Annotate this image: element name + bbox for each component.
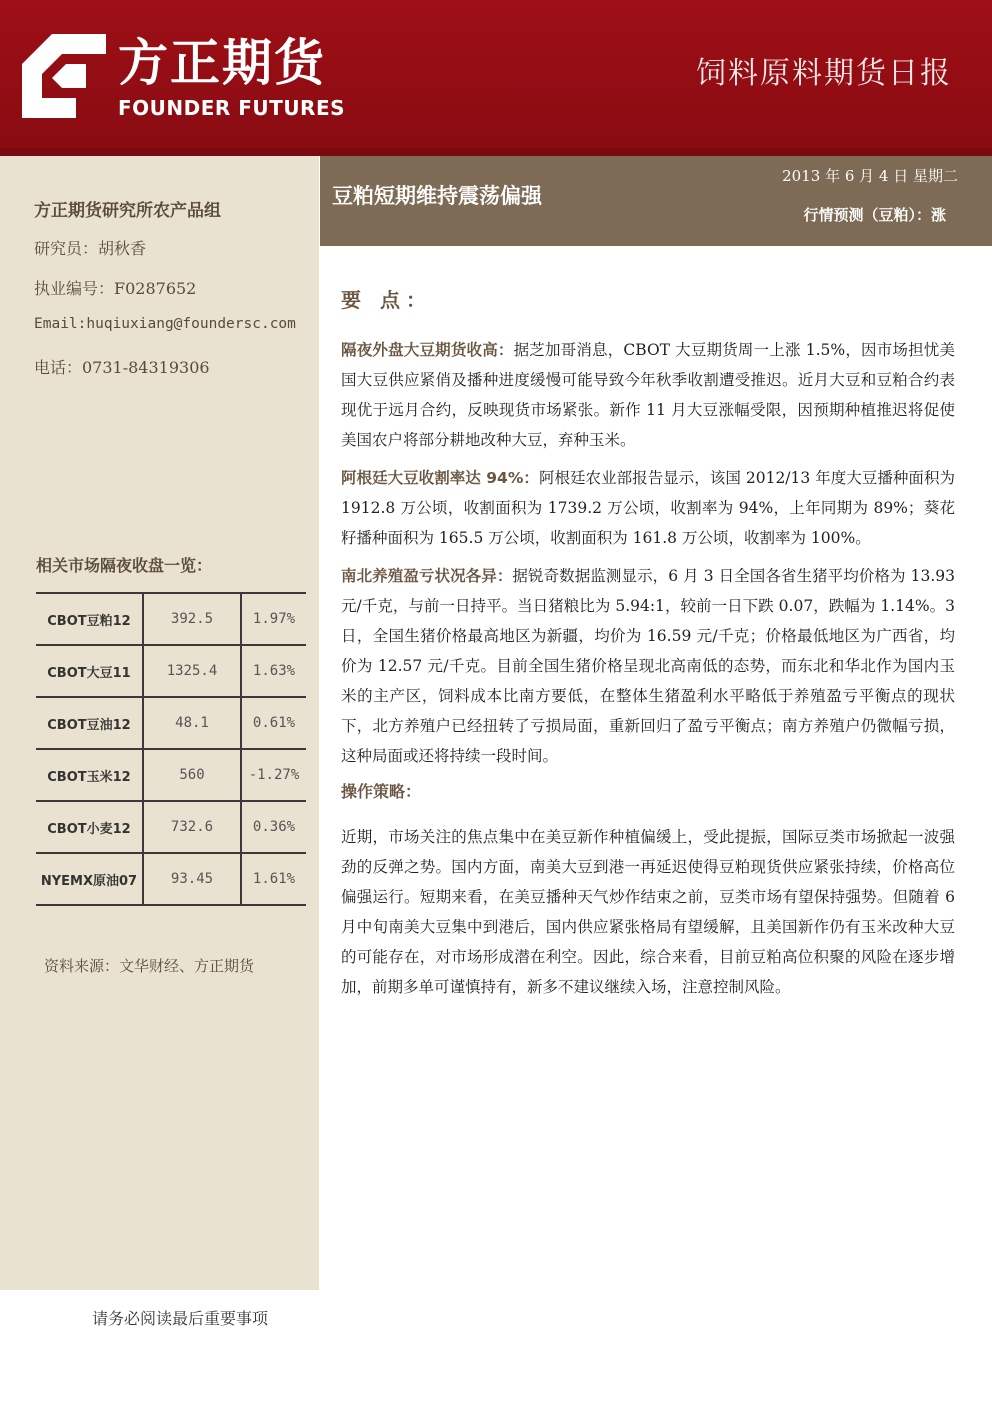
market-change: -1.27%: [241, 749, 306, 801]
brand-name-cn: 方正期货: [118, 34, 326, 92]
research-group: 方正期货研究所农产品组: [34, 201, 221, 221]
market-close: 48.1: [143, 697, 241, 749]
table-row: [36, 645, 306, 697]
markets-title: 相关市场隔夜收盘一览：: [36, 556, 213, 575]
market-name: NYEMX原油07: [36, 853, 143, 905]
strategy-title: 操作策略：: [341, 782, 422, 801]
paragraph-hog-farming: [341, 561, 955, 771]
paragraph-overnight-soybean: [341, 335, 955, 455]
headline: 豆粕短期维持震荡偏强: [332, 184, 542, 208]
paragraph-lead: 南北养殖盈亏状况各异：: [341, 567, 513, 585]
market-name: CBOT大豆11: [36, 645, 143, 697]
market-change: 1.97%: [241, 593, 306, 645]
market-name: CBOT玉米12: [36, 749, 143, 801]
market-close: 560: [143, 749, 241, 801]
paragraph-strategy: 近期，市场关注的焦点集中在美豆新作种植偏缓上，受此提振，国际豆类市场掀起一波强劲的反弹之势。国内方面，南美大豆到港一再延迟使得豆粕现货供应紧张持续，价格高位偏强运行。短期来看，在美豆播种天气炒作结束之前，豆类市场有望保持强势。但随着 6 月中旬南美大豆集中到港后，国内供应紧张格局有望缓解，且美国新作仍有玉米改种大豆的可能存在，对市场形成潜在利空。因此，综合来看，目前豆粕高位积聚的风险在逐步增加，前期多单可谨慎持有，新多不建议继续入场，注意控制风险。: [341, 828, 955, 996]
disclaimer-note: 请务必阅读最后重要事项: [92, 1309, 269, 1328]
forecast: 行情预测（豆粕）：涨: [803, 206, 946, 224]
license-number: 执业编号：F0287652: [34, 279, 197, 298]
key-points-title: 要 点：: [341, 288, 432, 312]
paragraph-lead: 阿根廷大豆收割率达 94%：: [341, 469, 539, 487]
main-content: [341, 284, 955, 1010]
markets-table: [36, 592, 306, 906]
table-row: [36, 853, 306, 905]
table-row: [36, 749, 306, 801]
market-change: 0.36%: [241, 801, 306, 853]
data-source: 资料来源：文华财经、方正期货: [44, 957, 255, 975]
market-change: 1.63%: [241, 645, 306, 697]
brand-name-en: FOUNDER FUTURES: [118, 96, 346, 120]
paragraph-lead: 隔夜外盘大豆期货收高：: [341, 341, 514, 359]
market-name: CBOT豆粕12: [36, 593, 143, 645]
table-row: [36, 801, 306, 853]
market-name: CBOT小麦12: [36, 801, 143, 853]
market-close: 93.45: [143, 853, 241, 905]
paragraph-body: 阿根廷农业部报告显示，该国 2012/13 年度大豆播种面积为 1912.8 万公顷，收割面积为 1739.2 万公顷，收割率为 94%，上年同期为 89%；葵花籽播种面积为 165.5 万公顷，收割面积为 161.8 万公顷，收割率为 100%。: [341, 469, 956, 547]
header-divider: [0, 148, 992, 156]
researcher: 研究员：胡秋香: [34, 239, 147, 258]
market-change: 1.61%: [241, 853, 306, 905]
table-row: [36, 593, 306, 645]
report-date: 2013 年 6 月 4 日 星期二: [782, 167, 958, 185]
paragraph-body: 据芝加哥消息，CBOT 大豆期货周一上涨 1.5%，因市场担忧美国大豆供应紧俏及播种进度缓慢可能导致今年秋季收割遭受推迟。近月大豆和豆粕合约表现优于远月合约，反映现货市场紧张。新作 11 月大豆涨幅受限，因预期种植推迟将促使美国农户将部分耕地改种大豆，弃种玉米。: [341, 341, 955, 449]
market-close: 732.6: [143, 801, 241, 853]
market-name: CBOT豆油12: [36, 697, 143, 749]
founder-logo-icon: [22, 34, 106, 118]
market-close: 392.5: [143, 593, 241, 645]
report-title: 饲料原料期货日报: [696, 56, 952, 91]
paragraph-body: 据锐奇数据监测显示，6 月 3 日全国各省生猪平均价格为 13.93 元/千克，与前一日持平。当日猪粮比为 5.94:1，较前一日下跌 0.07，跌幅为 1.14%。3 日，全国生猪价格最高地区为新疆，均价为 16.59 元/千克；价格最低地区为广西省，均价为 12.57 元/千克。目前全国生猪价格呈现北高南低的态势，而东北和华北作为国内玉米的主产区，饲料成本比南方要低，在整体生猪盈利水平略低于养殖盈亏平衡点的现状下，北方养殖户已经扭转了亏损局面，重新回归了盈亏平衡点；南方养殖户仍微幅亏损，这种局面或还将持续一段时间。: [341, 567, 955, 765]
market-close: 1325.4: [143, 645, 241, 697]
contact-email[interactable]: Email:huqiuxiang@foundersc.com: [34, 316, 296, 332]
table-row: [36, 697, 306, 749]
market-change: 0.61%: [241, 697, 306, 749]
paragraph-argentina-harvest: [341, 463, 955, 553]
contact-phone: 电话：0731-84319306: [34, 358, 210, 377]
